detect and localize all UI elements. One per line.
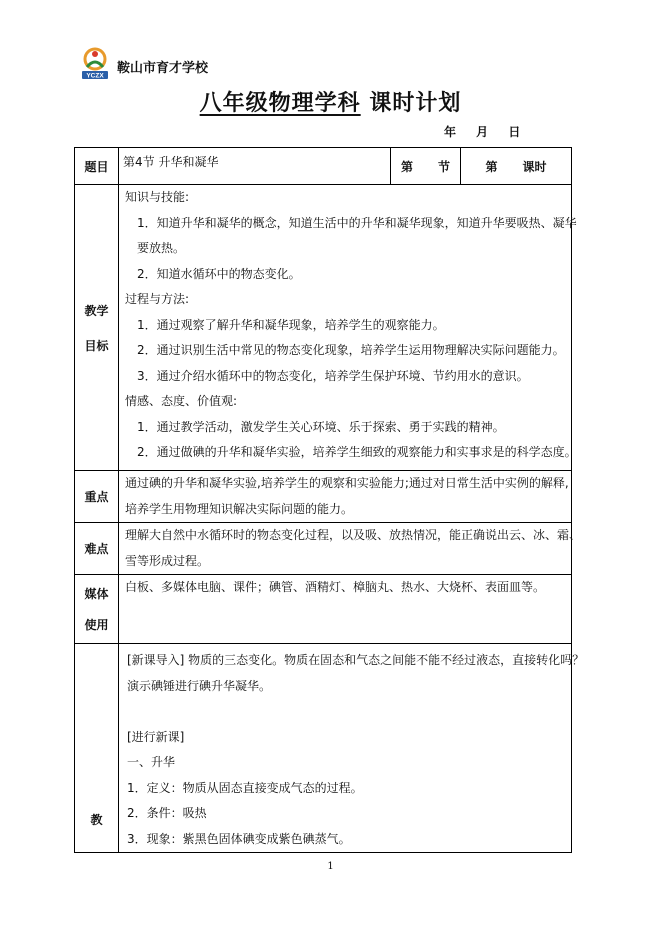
period-cell: 第 课时	[461, 148, 572, 185]
teaching-line: [新课导入] 物质的三态变化。物质在固态和气态之间能不能不经过液态，直接转化吗？	[127, 653, 585, 667]
goals-content	[119, 185, 577, 471]
goal-line: 2．通过做碘的升华和凝华实验，培养学生细致的观察能力和实事求是的科学态度。	[137, 445, 577, 459]
row-topic	[75, 148, 572, 185]
goal-line: 3．通过介绍水循环中的物态变化，培养学生保护环境、节约用水的意识。	[137, 368, 529, 383]
label-media	[75, 575, 119, 644]
teaching-line: [进行新课]	[127, 729, 185, 744]
topic-text: 第4节 升华和凝华	[123, 154, 219, 169]
goal-line: 2．通过识别生活中常见的物态变化现象，培养学生运用物理解决实际问题能力。	[137, 343, 565, 357]
school-logo	[78, 47, 112, 81]
label-media-line1: 媒体	[84, 587, 109, 601]
teaching-line: 演示碘锤进行碘升华凝华。	[127, 678, 272, 693]
key-points-content	[119, 471, 572, 523]
goal-line: 1．知道升华和凝华的概念，知道生活中的升华和凝华现象，知道升华要吸热、凝华	[137, 215, 577, 230]
label-difficulties: 难点	[75, 523, 119, 575]
goal-line: 情感、态度、价值观:	[125, 394, 238, 408]
teaching-line: 3．现象：紫黑色固体碘变成紫色碘蒸气。	[127, 831, 351, 846]
title-suffix: 课时计划	[369, 91, 462, 116]
logo-text: YCZX	[86, 72, 104, 80]
topic-content	[119, 148, 391, 185]
row-difficulties	[75, 523, 572, 575]
label-teaching: 教	[75, 644, 119, 853]
school-name: 鞍山市育才学校	[117, 61, 209, 76]
row-key-points	[75, 471, 572, 523]
media-line: 白板、多媒体电脑、课件；碘管、酒精灯、樟脑丸、热水、大烧杯、表面皿等。	[125, 580, 546, 594]
lesson-plan-table	[74, 147, 585, 853]
row-media	[75, 575, 572, 644]
difficulty-line: 雪等形成过程。	[125, 553, 210, 568]
label-goals	[75, 185, 119, 471]
date-label: 年 月 日	[444, 125, 521, 139]
row-teaching	[75, 644, 572, 853]
label-goals-line2: 目标	[84, 338, 109, 353]
goal-line: 过程与方法:	[125, 292, 190, 306]
section-cell: 第 节	[391, 148, 461, 185]
media-content	[119, 575, 572, 644]
label-topic: 题目	[75, 148, 119, 185]
goal-line: 要放热。	[137, 241, 186, 255]
difficulty-line: 理解大自然中水循环时的物态变化过程，以及吸、放热情况，能正确说出云、冰、霜、	[125, 528, 582, 542]
teaching-line	[127, 699, 567, 725]
goal-line: 知识与技能:	[125, 190, 190, 204]
teaching-line: 2．条件：吸热	[127, 806, 207, 820]
goal-line: 2．知道水循环中的物态变化。	[137, 266, 301, 281]
key-point-line: 通过碘的升华和凝华实验,培养学生的观察和实验能力;通过对日常生活中实例的解释,	[125, 476, 569, 490]
page-title	[0, 86, 661, 117]
goal-line: 1．通过观察了解升华和凝华现象，培养学生的观察能力。	[137, 317, 445, 332]
key-point-line: 培养学生用物理知识解决实际问题的能力。	[125, 501, 354, 516]
title-main: 八年级物理学科	[199, 91, 361, 116]
row-goals	[75, 185, 572, 471]
label-media-line2: 使用	[84, 618, 109, 632]
goal-line: 1．通过教学活动，激发学生关心环境、乐于探索、勇于实践的精神。	[137, 419, 505, 434]
page-number: 1	[327, 861, 334, 872]
teaching-content	[119, 644, 585, 853]
teaching-line: 1．定义：物质从固态直接变成气态的过程。	[127, 780, 363, 795]
label-key-points: 重点	[75, 471, 119, 523]
difficulties-content	[119, 523, 582, 575]
label-goals-line1: 教学	[84, 303, 109, 318]
teaching-line: 一、升华	[127, 755, 176, 769]
